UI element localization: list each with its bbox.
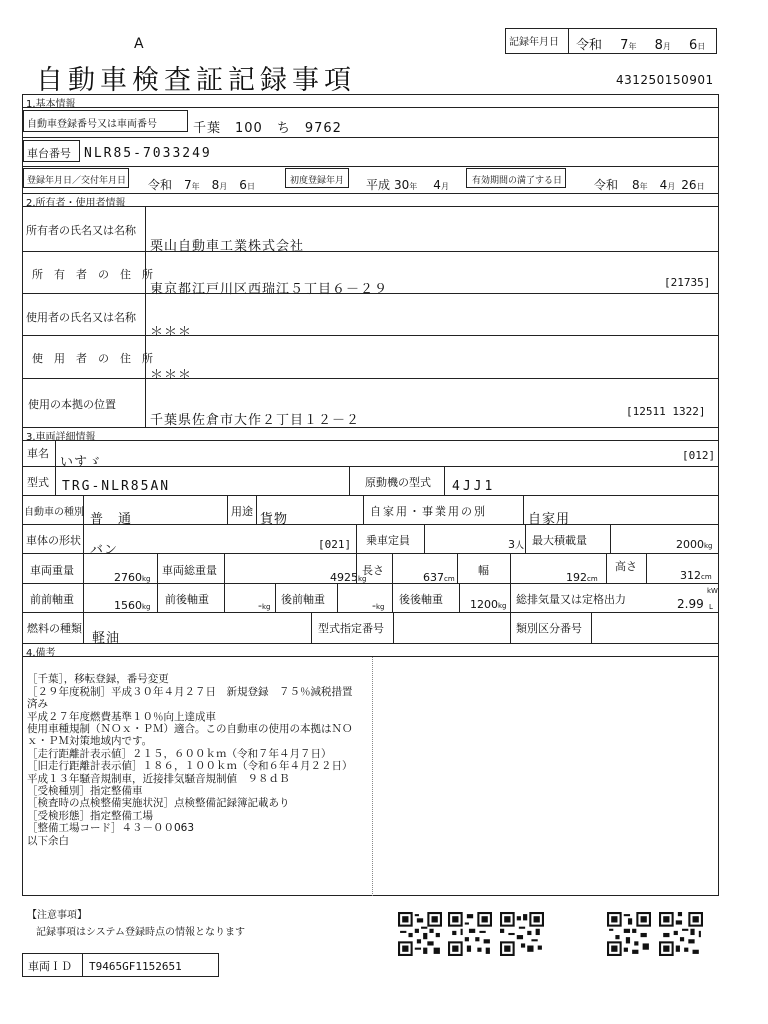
displacement-unit-kw: kW (707, 587, 718, 595)
max-load-label: 最大積載量 (532, 534, 587, 547)
engine-model-value: 4JJ1 (452, 479, 496, 494)
expiry-date-label: 有効期間の満了する日 (472, 176, 563, 186)
fuel-type-label: 燃料の種類 (27, 622, 82, 635)
section-4-title: 4.備考 (26, 648, 56, 659)
usage-label: 用途 (231, 505, 253, 518)
car-name-value: いすゞ (60, 455, 103, 470)
section-1-title: 1.基本情報 (26, 99, 76, 110)
capacity-value: 3人 (508, 538, 525, 551)
document-number: 431250150901 (616, 73, 714, 87)
remarks-line: ［旧走行距離計表示値］１８６，１００ｋｍ（令和６年４月２２日） (27, 760, 353, 773)
notice-title: 【注意事項】 (27, 910, 87, 921)
body-shape-value: バン (90, 543, 119, 558)
remarks-line: 使用車種規制（ＮＯｘ・ＰＭ）適合。この自動車の使用の本拠はＮＯ (27, 723, 353, 736)
remarks-line: ［整備工場コード］４３－００063 (27, 822, 195, 835)
base-location-code: [12511 1322] (626, 405, 706, 418)
user-name-label: 使用者の氏名又は名称 (26, 311, 136, 324)
record-date-value: 令和 7年 8月 6日 (576, 38, 706, 53)
vehicle-weight-label: 車両重量 (30, 564, 74, 577)
width-label: 幅 (478, 564, 489, 577)
class-number-label: 類別区分番号 (516, 622, 582, 635)
rear-front-axle-value: -kg (372, 599, 385, 612)
remarks-line: ［２９年度税制］平成３０年４月２７日 新規登録 ７５％減税措置 (27, 685, 353, 698)
remarks-line: 済み (27, 698, 48, 711)
user-address-label: 使 用 者 の 住 所 (32, 352, 153, 365)
remarks-line: 以下余白 (27, 834, 69, 847)
owner-name-value: 栗山自動車工業株式会社 (150, 239, 305, 254)
front-rear-axle-label: 前後軸重 (165, 593, 209, 606)
gross-weight-label: 車両総重量 (162, 564, 217, 577)
usage-value: 貨物 (260, 512, 289, 527)
engine-model-label: 原動機の型式 (365, 476, 431, 489)
notice-text: 記録事項はシステム登録時点の情報となります (36, 927, 245, 938)
registration-date-label: 登録年月日／交付年月日 (27, 176, 127, 186)
owner-address-code: [21735] (664, 276, 711, 289)
rear-rear-axle-value: 1200kg (470, 598, 507, 611)
width-value: 192cm (566, 571, 598, 584)
body-shape-code: [021] (318, 538, 352, 551)
qr-code-icon (659, 912, 703, 956)
max-load-value: 2000kg (676, 538, 713, 551)
private-business-value: 自家用 (528, 512, 571, 527)
length-value: 637cm (423, 571, 455, 584)
car-name-code: [012] (682, 449, 716, 462)
front-front-axle-value: 1560kg (114, 599, 151, 612)
length-label: 長さ (362, 564, 384, 577)
remarks-line: ［受検種別］指定整備車 (27, 785, 143, 798)
model-value: TRG-NLR85AN (62, 479, 171, 494)
page-title: 自動車検査証記録事項 (36, 65, 356, 96)
remarks-line: ｘ・ＰＭ対策地域内です。 (27, 735, 153, 748)
vehicle-kind-label: 自動車の種別 (24, 507, 84, 518)
remarks-line: 平成１３年騒音規制車，近接排気騒音規制値 ９８ｄＢ (27, 772, 290, 785)
owner-address-value: 東京都江戸川区西瑞江５丁目６－２９ (150, 282, 389, 297)
vehicle-kind-value: 普 通 (90, 512, 133, 527)
owner-address-label: 所 有 者 の 住 所 (32, 268, 153, 281)
qr-code-icon (398, 912, 442, 956)
displacement-value: 2.99 (677, 597, 704, 611)
fuel-type-value: 軽油 (92, 631, 121, 646)
chassis-number-value: NLR85-7033249 (84, 146, 212, 161)
base-location-label: 使用の本拠の位置 (28, 398, 116, 411)
body-shape-label: 車体の形状 (26, 534, 81, 547)
displacement-label: 総排気量又は定格出力 (516, 593, 626, 606)
remarks-line: ［受検形態］指定整備工場 (27, 809, 153, 822)
copy-mark: A (134, 36, 144, 52)
remarks-line: ［検査時の点検整備実施状況］点検整備記録簿記載あり (27, 797, 290, 810)
registration-number-label: 自動車登録番号又は車両番号 (27, 119, 157, 130)
height-value: 312cm (680, 569, 712, 582)
remarks-line: ［走行距離計表示値］２１５，６００ｋｍ（令和７年４月７日） (27, 747, 332, 760)
front-rear-axle-value: -kg (258, 599, 271, 612)
capacity-label: 乗車定員 (366, 534, 410, 547)
gross-weight-value: 4925kg (330, 571, 367, 584)
expiry-date-value: 令和 8年 4月 26日 (594, 178, 705, 192)
first-registration-label: 初度登録年月 (290, 176, 345, 186)
vehicle-id-label: 車両ＩＤ (28, 960, 72, 973)
user-address-value: ＊＊＊ (150, 368, 193, 383)
chassis-number-label: 車台番号 (27, 147, 71, 160)
base-location-value: 千葉県佐倉市大作２丁目１２－２ (150, 413, 361, 428)
car-name-label: 車名 (27, 447, 49, 460)
front-front-axle-label: 前前軸重 (30, 593, 74, 606)
vehicle-weight-value: 2760kg (114, 571, 151, 584)
remarks-line: ［千葉］，移転登録，番号変更 (27, 673, 169, 686)
qr-code-icon (448, 912, 492, 956)
remarks-list (27, 661, 353, 860)
vehicle-id-value: T9465GF1152651 (89, 960, 182, 973)
user-name-value: ＊＊＊ (150, 325, 193, 340)
type-designation-label: 型式指定番号 (318, 622, 384, 635)
registration-number-value: 千葉 100 ち 9762 (193, 121, 342, 136)
first-registration-value: 平成 30年 4月 (366, 178, 449, 192)
section-2-title: 2.所有者・使用者情報 (26, 198, 126, 209)
height-label: 高さ (615, 560, 637, 573)
qr-code-icon (607, 912, 651, 956)
rear-front-axle-label: 後前軸重 (281, 593, 325, 606)
qr-code-icon (500, 912, 544, 956)
owner-name-label: 所有者の氏名又は名称 (26, 224, 136, 237)
model-label: 型式 (27, 476, 49, 489)
rear-rear-axle-label: 後後軸重 (399, 593, 443, 606)
record-date-label: 記録年月日 (509, 37, 559, 48)
section-3-title: 3.車両詳細情報 (26, 432, 96, 443)
registration-date-value: 令和 7年 8月 6日 (148, 178, 255, 192)
remarks-line: 平成２７年度燃費基準１０％向上達成車 (27, 710, 216, 723)
displacement-unit-l: L (709, 603, 713, 611)
private-business-label: 自家用・事業用の別 (370, 505, 487, 518)
